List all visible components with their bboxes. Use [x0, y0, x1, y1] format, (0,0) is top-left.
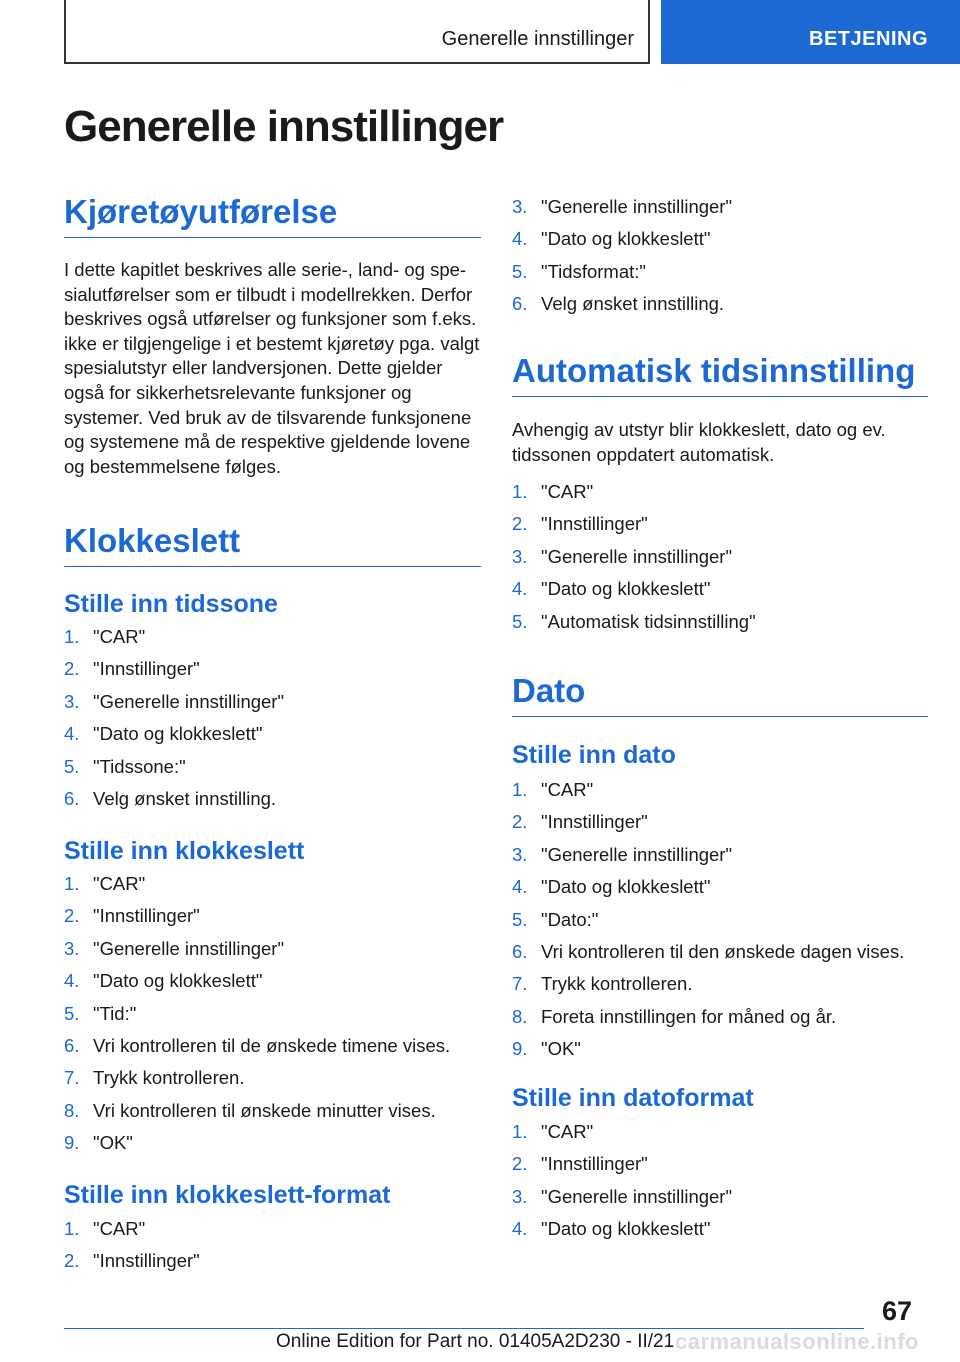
steps-set-time-format-continued — [512, 195, 732, 325]
steps-set-date-format — [512, 1120, 732, 1250]
list-item: 2. "Innstillinger" — [64, 905, 200, 927]
section-heading-vehicle-version: Kjøretøyutførelse — [64, 193, 481, 238]
list-item: 6. Vri kontrolleren til de ønskede timene vises. — [64, 1034, 451, 1056]
list-item: 1. "CAR" — [64, 1218, 146, 1239]
list-item: 1. "CAR" — [64, 873, 146, 894]
list-item: 1. "CAR" — [512, 481, 594, 502]
page-title: Generelle innstillinger — [64, 102, 504, 151]
list-item: 1. "CAR" — [512, 779, 594, 800]
list-item: 3. "Generelle innstillinger" — [64, 690, 285, 712]
watermark: carmanualsonline.info — [675, 1329, 919, 1354]
chapter-tab-label: BETJENING — [809, 28, 928, 50]
section-paragraph-auto-time: Avhengig av utstyr blir klokkeslett, dato og ev. tidssonen oppdatert automatisk. — [512, 419, 886, 465]
list-item: 4. "Dato og klokkeslett" — [512, 578, 711, 600]
subheading-set-date-format: Stille inn datoformat — [512, 1084, 754, 1112]
list-item: 6. Velg ønsket innstilling. — [512, 293, 725, 315]
list-item: 6. Velg ønsket innstilling. — [64, 787, 277, 809]
list-item: 3. "Generelle innstillinger" — [512, 545, 733, 567]
page-number: 67 — [882, 1296, 913, 1326]
section-paragraph-vehicle-version: I dette kapitlet beskrives alle serie-, land- og spesialutførelser som er tilbudt i modellrekken. Derfor beskrives også utførelser og funksjoner som f.eks. ikke er tilgjengelige i et bestemt kjøretøy pga. valgt spesialutstyr eller landversjonen. Dette gjelder også for sikkerhetsrelevante funksjoner og systemer. Ved bruk av de tilsvarende funksjonene og systemene må de respektive gjeldende lovene og bestemmelsene følges. — [64, 259, 480, 477]
list-item: 2. "Innstillinger" — [512, 513, 648, 535]
list-item: 3. "Generelle innstillinger" — [64, 937, 285, 959]
steps-set-time-format — [64, 1217, 200, 1282]
section-heading-date: Dato — [512, 672, 928, 717]
list-item: 2. "Innstillinger" — [512, 811, 648, 833]
list-item: 8. Vri kontrolleren til ønskede minutter vises. — [64, 1099, 436, 1121]
list-item: 2. "Innstillinger" — [64, 658, 200, 680]
list-item: 5. "Dato:" — [512, 908, 599, 930]
chapter-tab — [661, 0, 960, 64]
steps-set-time — [64, 872, 450, 1164]
list-item: 4. "Dato og klokkeslett" — [64, 723, 263, 745]
section-heading-time: Klokkeslett — [64, 522, 481, 567]
list-item: 3. "Generelle innstillinger" — [512, 196, 733, 217]
list-item: 2. "Innstillinger" — [512, 1153, 648, 1175]
list-item: 3. "Generelle innstillinger" — [512, 1185, 733, 1207]
subheading-set-date: Stille inn dato — [512, 741, 676, 769]
header-section-box — [64, 0, 650, 64]
list-item: 1. "CAR" — [64, 626, 146, 647]
list-item: 9. "OK" — [64, 1132, 133, 1154]
steps-set-timezone — [64, 625, 284, 819]
list-item: 5. "Automatisk tidsinnstilling" — [512, 610, 756, 632]
list-item: 2. "Innstillinger" — [64, 1250, 200, 1272]
footer-edition-text: Online Edition for Part no. 01405A2D230 - II/21 — [276, 1331, 675, 1352]
list-item: 9. "OK" — [512, 1038, 581, 1060]
list-item: 7. Trykk kontrolleren. — [512, 973, 693, 995]
list-item: 8. Foreta innstillingen for måned og år. — [512, 1005, 837, 1027]
section-heading-auto-time: Automatisk tidsinnstilling — [512, 352, 928, 397]
subheading-set-timezone: Stille inn tidssone — [64, 590, 278, 618]
list-item: 7. Trykk kontrolleren. — [64, 1067, 245, 1089]
list-item: 3. "Generelle innstillinger" — [512, 843, 733, 865]
header-section-title: Generelle innstillinger — [441, 28, 634, 50]
list-item: 4. "Dato og klokkeslett" — [512, 228, 711, 250]
subheading-set-time: Stille inn klokkeslett — [64, 837, 305, 865]
list-item: 4. "Dato og klokkeslett" — [512, 1218, 711, 1240]
list-item: 4. "Dato og klokkeslett" — [64, 970, 263, 992]
subheading-set-time-format: Stille inn klokkeslett-format — [64, 1181, 391, 1209]
list-item: 4. "Dato og klokkeslett" — [512, 876, 711, 898]
list-item: 5. "Tidsformat:" — [512, 260, 646, 282]
list-item: 1. "CAR" — [512, 1121, 594, 1142]
steps-auto-time — [512, 480, 756, 642]
list-item: 5. "Tid:" — [64, 1002, 137, 1024]
list-item: 5. "Tidssone:" — [64, 755, 186, 777]
list-item: 6. Vri kontrolleren til den ønskede dagen vises. — [512, 940, 905, 962]
steps-set-date — [512, 778, 904, 1070]
